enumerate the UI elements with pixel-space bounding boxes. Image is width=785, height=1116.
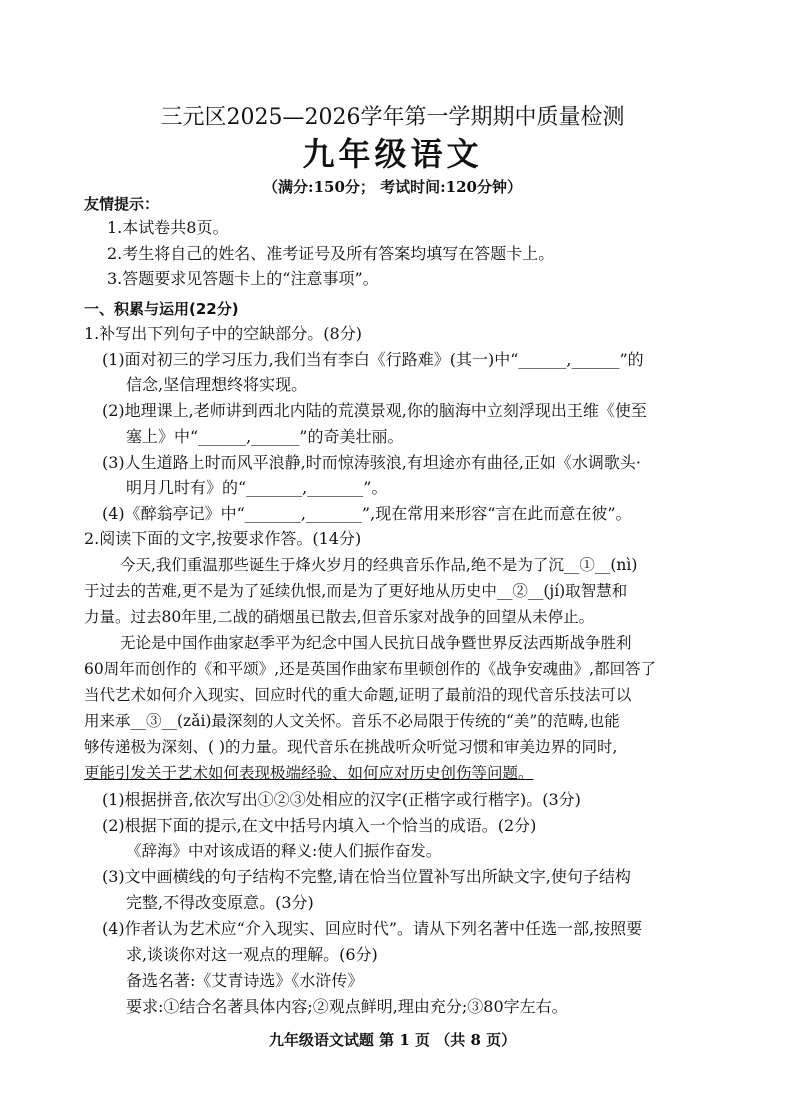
question-1-item: (4)《醉翁亭记》中“_______,_______”,现在常用来形容“言在此而意在彼”。 [102,504,632,523]
question-2-stem: 2.阅读下面的文字,按要求作答。(14分) [84,529,362,548]
tips-heading: 友情提示： [84,195,160,213]
score-info: （满分:150分； 考试时间:120分钟） [263,178,522,196]
section-heading: 一、积累与运用(22分) [84,300,239,318]
passage-line: 用来承__③__(zǎi)最深刻的人文关怀。音乐不必局限于传统的“美”的范畴,也能 [84,712,620,730]
sub-question: (1)根据拼音,依次写出①②③处相应的汉字(正楷字或行楷字)。(3分) [102,790,581,809]
sub-question: 完整,不得改变原意。(3分) [126,893,314,912]
tip-item: 2.考生将自己的姓名、准考证号及所有答案均填写在答题卡上。 [107,244,555,263]
passage-line: 当代艺术如何介入现实、回应时代的重大命题,证明了最前沿的现代音乐技法可以 [84,686,632,704]
question-1-item: 信念,坚信理想终将实现。 [126,375,308,394]
sub-question-note: 《辞海》中对该成语的释义:使人们振作奋发。 [126,842,442,860]
passage-line: 于过去的苦难,更不是为了延续仇恨,而是为了更好地从历史中__②__(jí)取智慧和 [84,582,628,600]
question-1-item: (1)面对初三的学习压力,我们当有李白《行路难》(其一)中“______,______”的 [102,350,644,369]
sub-question: (4)作者认为艺术应“介入现实、回应时代”。请从下列名著中任选一部,按照要 [102,919,643,938]
passage-line: 无论是中国作曲家赵季平为纪念中国人民抗日战争暨世界反法西斯战争胜利 [120,634,632,652]
question-1-item: (2)地理课上,老师讲到西北内陆的荒漠景观,你的脑海中立刻浮现出王维《使至 [102,401,647,420]
page-footer: 九年级语文试题 第 1 页 （共 8 页） [268,1031,517,1049]
question-1-item: (3)人生道路上时而风平浪静,时而惊涛骇浪,有坦途亦有曲径,正如《水调歌头· [102,453,642,472]
passage-line: 今天,我们重温那些诞生于烽火岁月的经典音乐作品,绝不是为了沉__①__(nì) [120,556,638,574]
sub-question: (2)根据下面的提示,在文中括号内填入一个恰当的成语。(2分) [102,816,537,835]
book-options: 备选名著:《艾青诗选》《水浒传》 [126,971,364,990]
exam-title: 三元区2025—2026学年第一学期期中质量检测 [160,105,625,130]
question-1-item: 明月几时有》的“_______,_______”。 [126,478,388,497]
requirements: 要求:①结合名著具体内容;②观点鲜明,理由充分;③80字左右。 [126,997,568,1016]
passage-line: 60周年而创作的《和平颂》,还是英国作曲家布里顿创作的《战争安魂曲》,都回答了 [84,660,657,678]
passage-line: 够传递极为深刻、( )的力量。现代音乐在挑战听众听觉习惯和审美边界的同时, [84,738,618,756]
question-1-stem: 1.补写出下列句子中的空缺部分。(8分) [84,324,362,343]
tip-item: 1.本试卷共8页。 [107,218,229,237]
sub-question: 求,谈谈你对这一观点的理解。(6分) [126,945,378,964]
subject-title: 九年级语文 [302,135,483,173]
sub-question: (3)文中画横线的句子结构不完整,请在恰当位置补写出所缺文字,使句子结构 [102,867,631,886]
question-1-item: 塞上》中“______,______”的奇美壮丽。 [126,427,404,446]
underlined-sentence: 更能引发关于艺术如何表现极端经验、如何应对历史创伤等问题。 [84,764,534,782]
passage-line: 力量。过去80年里,二战的硝烟虽已散去,但音乐家对战争的回望从未停止。 [84,608,595,626]
tip-item: 3.答题要求见答题卡上的“注意事项”。 [107,269,379,288]
